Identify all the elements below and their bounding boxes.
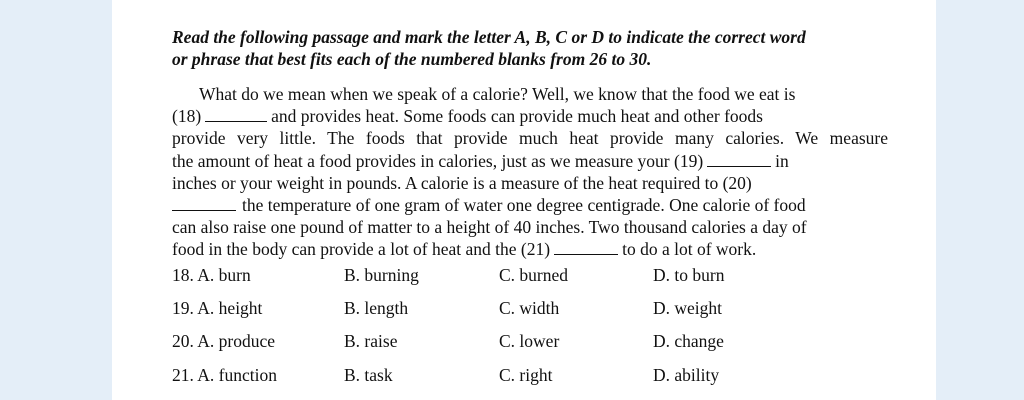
instruction-line-1: Read the following passage and mark the letter A, B, C or D to indicate the correct word — [172, 27, 806, 47]
option-a[interactable]: 19. A. height — [172, 298, 263, 319]
option-d[interactable]: D. change — [653, 331, 724, 352]
passage-text: to do a lot of work. — [622, 239, 757, 260]
option-d[interactable]: D. ability — [653, 364, 720, 385]
passage-line: provide very little. The foods that provide much heat provide many calories. We measure — [172, 128, 888, 149]
passage-line: What do we mean when we speak of a calorie? Well, we know that the food we eat is — [199, 84, 796, 104]
question-row-18 — [172, 265, 892, 298]
reading-passage — [172, 83, 888, 261]
option-c[interactable]: C. burned — [499, 265, 569, 285]
passage-line — [172, 105, 888, 127]
option-b[interactable]: B. burning — [344, 265, 419, 285]
option-a[interactable]: 18. A. burn — [172, 265, 251, 285]
passage-line — [172, 150, 888, 172]
blank-21[interactable] — [554, 240, 618, 255]
passage-text: the amount of heat a food provides in calories, just as we measure your (19) — [172, 150, 704, 171]
passage-line — [172, 238, 888, 260]
passage-text: the temperature of one gram of water one degree centigrade. One calorie of food — [242, 194, 806, 215]
option-d[interactable]: D. weight — [653, 298, 723, 319]
answer-options — [172, 265, 892, 398]
option-a[interactable]: 20. A. produce — [172, 331, 276, 352]
option-c[interactable]: C. right — [499, 364, 553, 385]
blank-label-18: (18) — [172, 106, 202, 127]
blank-18[interactable] — [205, 107, 267, 122]
passage-text: and provides heat. Some foods can provide much heat and other foods — [271, 106, 763, 127]
worksheet-page — [112, 0, 936, 400]
option-b[interactable]: B. length — [344, 298, 409, 319]
option-b[interactable]: B. task — [344, 364, 393, 385]
instruction-text — [172, 26, 892, 70]
passage-line — [172, 194, 888, 216]
option-c[interactable]: C. width — [499, 298, 560, 319]
passage-line: inches or your weight in pounds. A calorie is a measure of the heat required to (20) — [172, 172, 752, 193]
passage-text: in — [775, 150, 789, 171]
option-b[interactable]: B. raise — [344, 331, 398, 352]
option-a[interactable]: 21. A. function — [172, 364, 277, 385]
passage-line: can also raise one pound of matter to a height of 40 inches. Two thousand calories a day of — [172, 217, 807, 238]
question-row-20 — [172, 331, 892, 364]
instruction-line-2: or phrase that best fits each of the numbered blanks from 26 to 30. — [172, 49, 652, 69]
question-row-19 — [172, 298, 892, 331]
blank-19[interactable] — [707, 152, 771, 167]
option-c[interactable]: C. lower — [499, 331, 560, 352]
blank-20[interactable] — [172, 196, 236, 211]
passage-text: food in the body can provide a lot of heat and the (21) — [172, 239, 551, 260]
option-d[interactable]: D. to burn — [653, 265, 725, 285]
question-row-21 — [172, 365, 892, 398]
